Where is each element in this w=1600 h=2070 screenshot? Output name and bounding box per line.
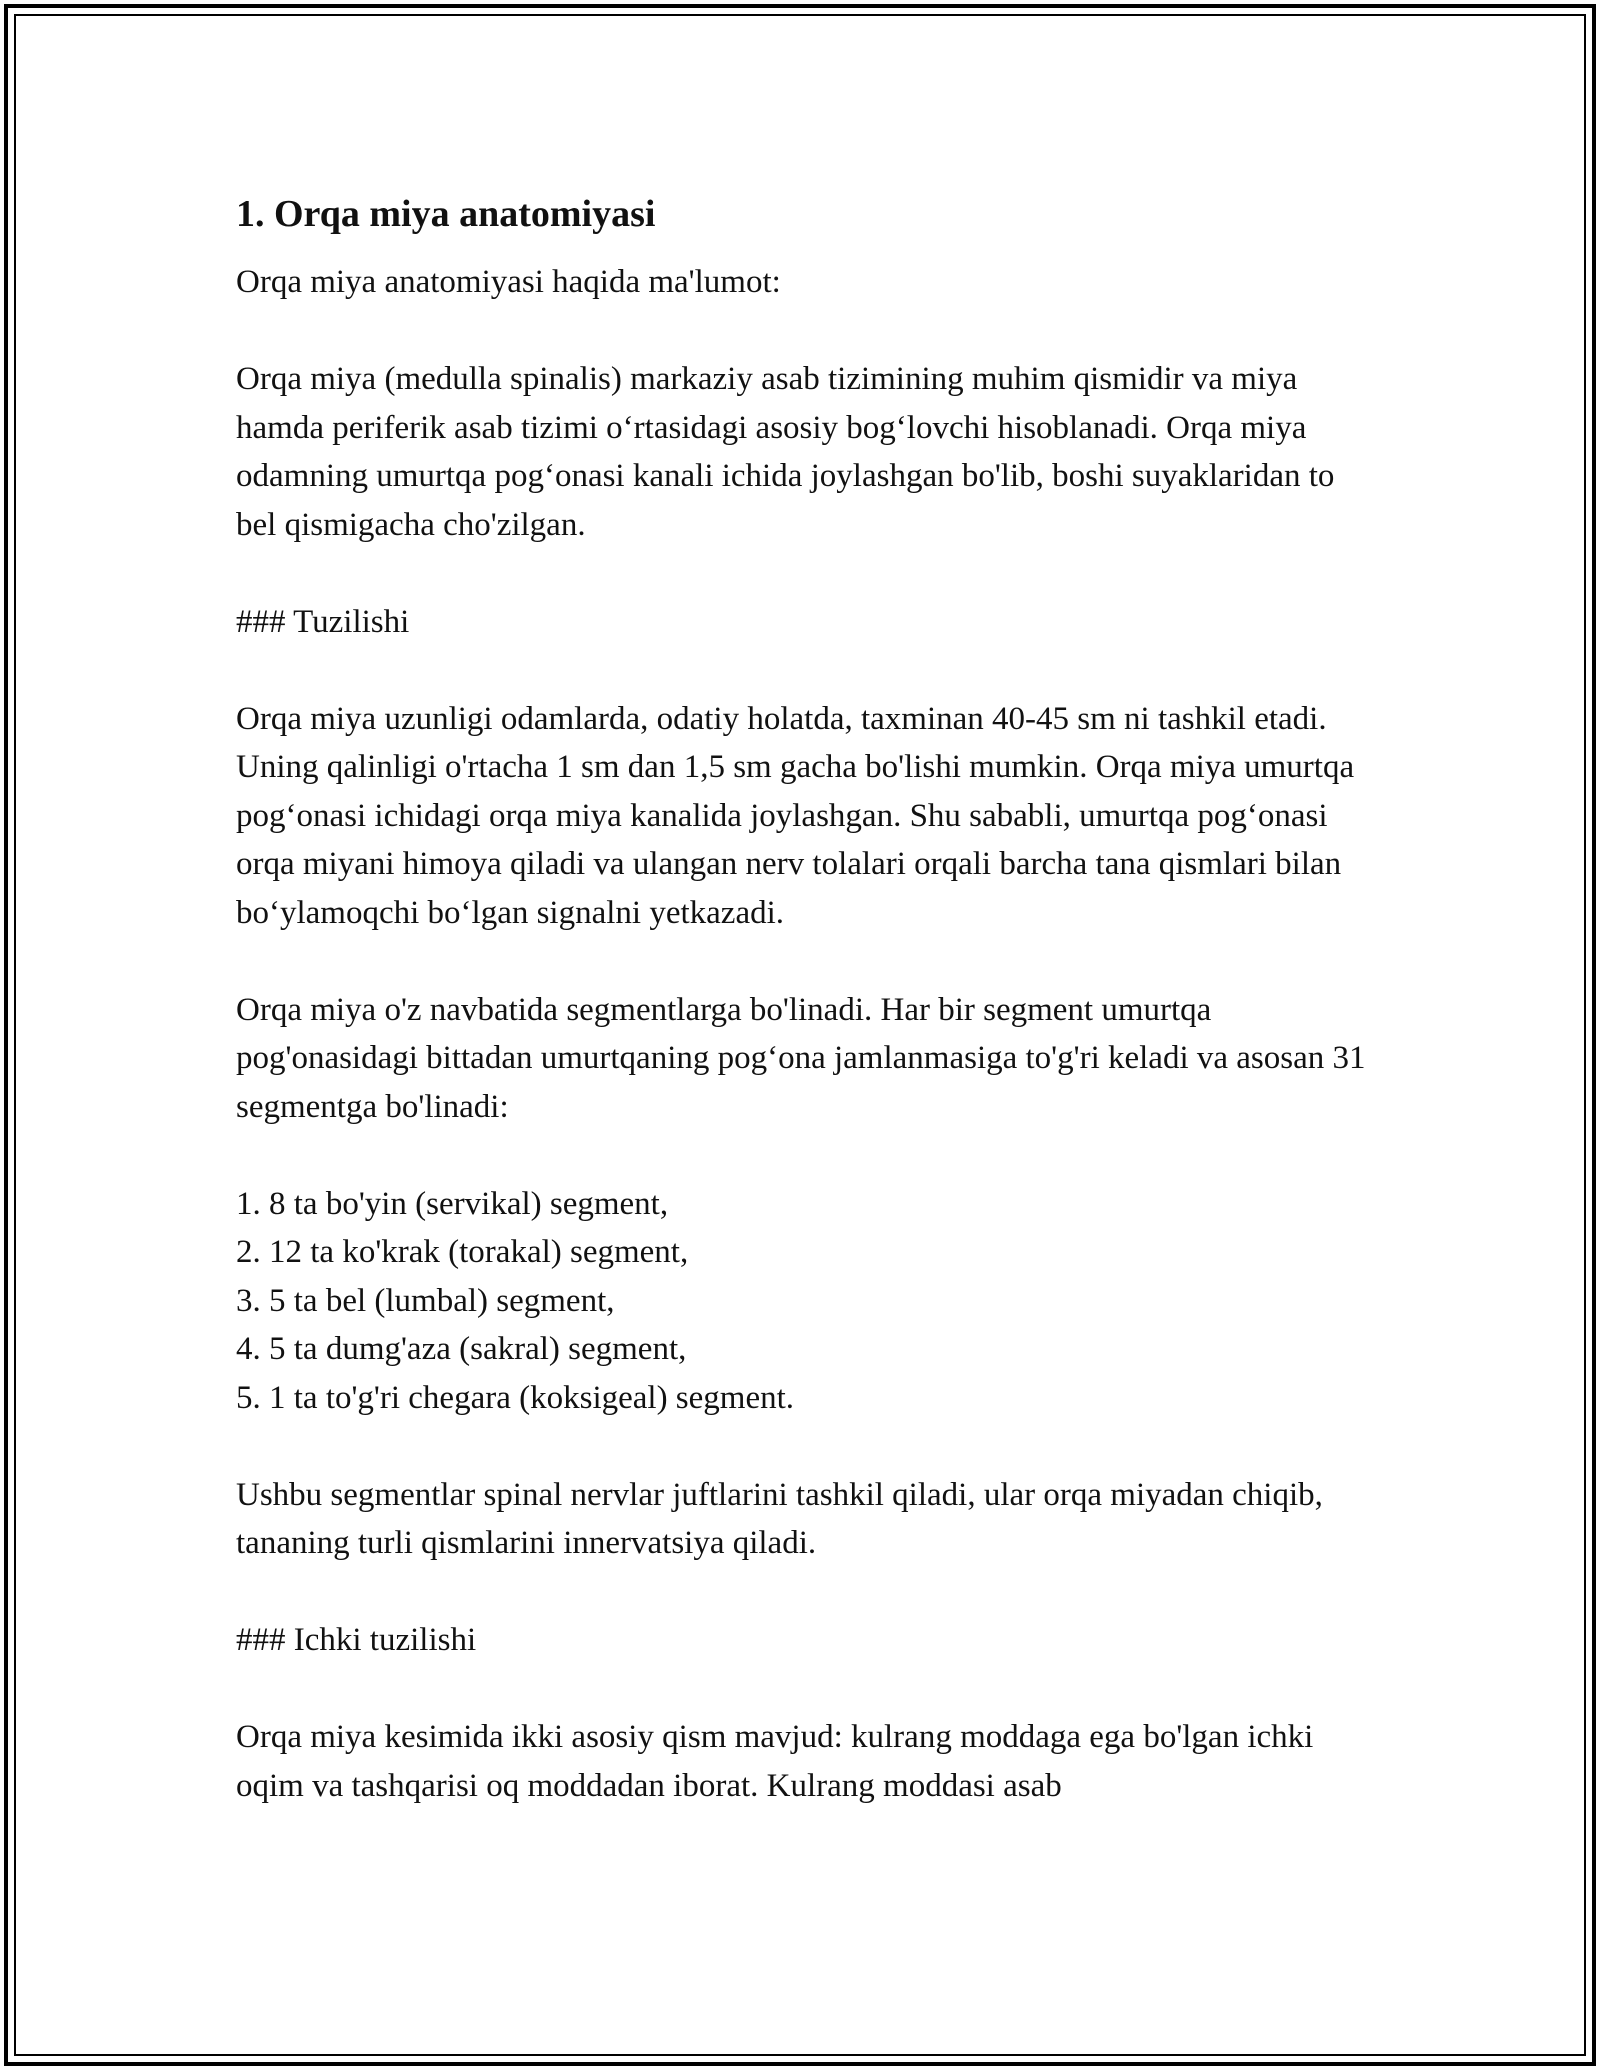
list-item: 1. 8 ta bo'yin (servikal) segment, [236,1185,669,1222]
list-item: 3. 5 ta bel (lumbal) segment, [236,1282,615,1319]
intro-text: Orqa miya anatomiyasi haqida ma'lumot: [236,264,781,300]
list-item: 4. 5 ta dumg'aza (sakral) segment, [236,1331,687,1367]
paragraph-overview: Orqa miya (medulla spinalis) markaziy asab tizimining muhim qismidir va miya hamda periferik asab tizimi oʻrtasidagi asosiy bogʻlovchi hisoblanadi. Orqa miya odamning umurtqa pogʻonasi kanali ichida joylashgan bo'lib, boshi suyaklaridan to bel qismigacha cho'zilgan. [236,361,1335,543]
paragraph-structure: Orqa miya uzunligi odamlarda, odatiy holatda, taxminan 40-45 sm ni tashkil etadi. Uning qalinligi o'rtacha 1 sm dan 1,5 sm gacha bo'lishi mumkin. Orqa miya umurtqa pogʻonasi ichidagi orqa miya kanalida joylashgan. Shu sababli, umurtqa pogʻonasi orqa miyani himoya qiladi va ulangan nerv tolalari orqali barcha tana qismlari bilan boʻylamoqchi boʻlgan signalni yetkazadi. [236,700,1355,931]
section-heading-internal-structure: ### Ichki tuzilishi [236,1622,477,1658]
list-item: 5. 1 ta to'g'ri chegara (koksigeal) segment. [236,1379,795,1416]
paragraph-segments-intro: Orqa miya o'z navbatida segmentlarga bo'linadi. Har bir segment umurtqa pog'onasidagi bittadan umurtqaning pogʻona jamlanmasiga to'g'ri keladi va asosan 31 segmentga bo'linadi: [236,991,1366,1125]
section-heading-structure: ### Tuzilishi [236,603,410,640]
document-body [236,188,1366,1810]
segment-list [236,1180,1366,1423]
paragraph-internal-structure: Orqa miya kesimida ikki asosiy qism mavjud: kulrang moddaga ega bo'lgan ichki oqim va tashqarisi oq moddadan iborat. Kulrang moddasi asab [236,1719,1314,1804]
paragraph-spinal-nerves: Ushbu segmentlar spinal nervlar juftlarini tashkil qiladi, ular orqa miyadan chiqib, tananing turli qismlarini innervatsiya qiladi. [236,1476,1323,1561]
list-item: 2. 12 ta ko'krak (torakal) segment, [236,1234,689,1270]
document-title: 1. Orqa miya anatomiyasi [236,193,656,235]
